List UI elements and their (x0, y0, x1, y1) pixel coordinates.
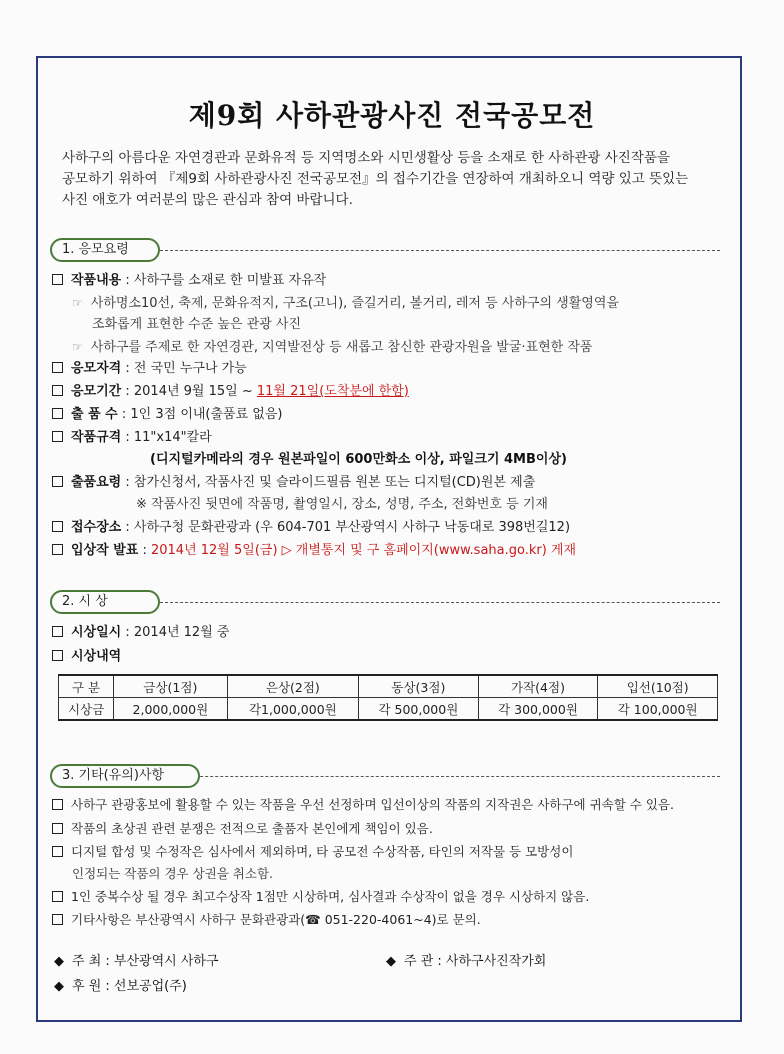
organizer-line: ◆ 주 관 : 사하구사진작가회 (386, 954, 547, 969)
section-3-divider (160, 776, 720, 777)
section-1-heading: 1. 응모요령 (50, 238, 160, 262)
diamond-icon: ◆ (54, 979, 64, 994)
checkbox-square-icon (52, 385, 63, 396)
section-3-heading: 3. 기타(유의)사항 (50, 764, 200, 788)
award-date-row: 시상일시 : 2014년 12월 중 (52, 624, 229, 642)
intro-line-1: 사하구의 아름다운 자연경관과 문화유적 등 지역명소와 시민생활상 등을 소재로 한 사하관광 사진작품을 (62, 150, 670, 166)
award-date-label: 시상일시 (71, 625, 122, 640)
period-row: 응모기간 : 2014년 9월 15일 ~ 11월 21일(도착분에 한함) (52, 383, 409, 401)
size-note: (디지털카메라의 경우 원본파일이 600만화소 이상, 파일크기 4MB이상) (150, 452, 567, 467)
submission-value: 참가신청서, 작품사진 및 슬라이드필름 원본 또는 디지털(CD)원본 제출 (133, 475, 536, 490)
intro-line-3: 사진 애호가 여러분의 많은 관심과 참여 바랍니다. (62, 192, 353, 208)
subject-detail-1 (72, 294, 619, 313)
checkbox-square-icon (52, 476, 63, 487)
checkbox-square-icon (52, 650, 63, 661)
table-cell: 각1,000,000원 (227, 698, 358, 721)
qualification-row: 응모자격 : 전 국민 누구나 가능 (52, 360, 247, 378)
intro-paragraph (62, 148, 732, 211)
diamond-icon: ◆ (54, 954, 64, 969)
place-label: 접수장소 (71, 520, 122, 535)
period-end: 11월 21일(도착분에 한함) (256, 384, 409, 399)
count-label: 출 품 수 (71, 407, 118, 422)
qualification-value: 전 국민 누구나 가능 (133, 361, 247, 376)
period-label: 응모기간 (71, 384, 122, 399)
table-cell: 각 300,000원 (478, 698, 598, 721)
checkbox-square-icon (52, 914, 63, 925)
place-row: 접수장소 : 사하구청 문화관광과 (우 604-701 부산광역시 사하구 낙동대로 398번길12) (52, 519, 570, 537)
subject-detail-2-text: 사하구를 주제로 한 자연경관, 지역발전상 등 새롭고 참신한 관광자원을 발굴·표현한 작품 (90, 340, 593, 355)
note-item (52, 911, 481, 929)
section-1-divider (160, 250, 720, 251)
subject-label: 작품내용 (71, 273, 122, 288)
checkbox-square-icon (52, 799, 63, 810)
table-header-cell: 입선(10점) (598, 675, 718, 698)
size-label: 작품규격 (71, 430, 122, 445)
award-detail-row (52, 648, 121, 666)
checkbox-square-icon (52, 823, 63, 834)
note-item (52, 820, 433, 838)
diamond-icon: ◆ (386, 954, 396, 969)
submission-label: 출품요령 (71, 475, 122, 490)
section-2-heading: 2. 시 상 (50, 590, 160, 614)
subject-detail-2 (72, 338, 592, 357)
submission-row: 출품요령 : 참가신청서, 작품사진 및 슬라이드필름 원본 또는 디지털(CD)원본 제출 (52, 474, 535, 492)
checkbox-square-icon (52, 626, 63, 637)
size-value: 11"x14"칼라 (133, 430, 212, 445)
sponsor-label: 후 원 (72, 979, 102, 994)
table-row (59, 675, 718, 698)
table-cell: 각 100,000원 (598, 698, 718, 721)
subject-detail-1-cont: 조화롭게 표현한 수준 높은 관광 사진 (92, 317, 302, 332)
sponsor-value: 선보공업(주) (113, 979, 187, 994)
note-text: 1인 중복수상 될 경우 최고수상작 1점만 시상하며, 심사결과 수상작이 없을 경우 시상하지 않음. (71, 889, 590, 904)
checkbox-square-icon (52, 891, 63, 902)
pointing-hand-icon: ☞ (72, 340, 83, 354)
place-value: 사하구청 문화관광과 (우 604-701 부산광역시 사하구 낙동대로 398번길12) (133, 520, 571, 535)
organizer-label: 주 관 (404, 954, 434, 969)
host-label: 주 최 (72, 954, 102, 969)
qualification-label: 응모자격 (71, 361, 122, 376)
announce-value: 2014년 12월 5일(금) ▷ 개별통지 및 구 홈페이지(www.saha.go.kr) 게재 (150, 543, 577, 558)
section-2-divider (160, 602, 720, 603)
note-text: 디지털 합성 및 수정작은 심사에서 제외하며, 타 공모전 수상작품, 타인의 저작물 등 모방성이 (71, 844, 574, 859)
table-header-cell: 가작(4점) (478, 675, 598, 698)
count-value: 1인 3점 이내(출품료 없음) (130, 407, 283, 422)
note-text: 작품의 초상권 관련 분쟁은 전적으로 출품자 본인에게 책임이 있음. (71, 821, 433, 836)
table-header-cell: 구 분 (59, 675, 114, 698)
checkbox-square-icon (52, 362, 63, 373)
subject-detail-1-text: 사하명소10선, 축제, 문화유적지, 구조(고니), 즐길거리, 볼거리, 레저 등 사하구의 생활영역을 (90, 296, 619, 311)
checkbox-square-icon (52, 274, 63, 285)
table-cell: 2,000,000원 (114, 698, 228, 721)
table-header-cell: 동상(3점) (359, 675, 479, 698)
organizer-value: 사하구사진작가회 (445, 954, 547, 969)
announce-row: 입상작 발표 : 2014년 12월 5일(금) ▷ 개별통지 및 구 홈페이지(www.saha.go.kr) 게재 (52, 542, 576, 560)
note-item (52, 796, 674, 814)
announce-label: 입상작 발표 (71, 543, 139, 558)
checkbox-square-icon (52, 846, 63, 857)
checkbox-square-icon (52, 544, 63, 555)
pointing-hand-icon: ☞ (72, 296, 83, 310)
intro-line-2: 공모하기 위하여 『제9회 사하관광사진 전국공모전』의 접수기간을 연장하여 개최하오니 역량 있고 뜻있는 (62, 171, 689, 187)
table-row (59, 698, 718, 721)
note-item (52, 843, 573, 861)
page-title: 제9회 사하관광사진 전국공모전 (188, 99, 596, 132)
checkbox-square-icon (52, 431, 63, 442)
award-date-value: 2014년 12월 중 (133, 625, 230, 640)
table-cell: 시상금 (59, 698, 114, 721)
checkbox-square-icon (52, 521, 63, 532)
submission-note: ※ 작품사진 뒷면에 작품명, 촬영일시, 장소, 성명, 주소, 전화번호 등 기재 (136, 497, 548, 512)
note-text: 사하구 관광홍보에 활용할 수 있는 작품을 우선 선정하며 입선이상의 작품의 지작권은 사하구에 귀속할 수 있음. (71, 797, 674, 812)
table-cell: 각 500,000원 (359, 698, 479, 721)
host-value: 부산광역시 사하구 (113, 954, 219, 969)
size-row: 작품규격 : 11"x14"칼라 (52, 429, 212, 447)
prize-table (58, 674, 718, 721)
count-row: 출 품 수 : 1인 3점 이내(출품료 없음) (52, 406, 283, 424)
host-line: ◆ 주 최 : 부산광역시 사하구 (54, 954, 219, 969)
sponsor-line: ◆ 후 원 : 선보공업(주) (54, 979, 187, 994)
note-text-cont: 인정되는 작품의 경우 상권을 취소함. (72, 866, 273, 881)
checkbox-square-icon (52, 408, 63, 419)
award-detail-label: 시상내역 (71, 649, 122, 664)
subject-row: 작품내용 : 사하구를 소재로 한 미발표 자유작 (52, 272, 326, 290)
period-start: 2014년 9월 15일 ~ (133, 384, 257, 399)
note-item (52, 888, 589, 906)
table-header-cell: 금상(1점) (114, 675, 228, 698)
table-header-cell: 은상(2점) (227, 675, 358, 698)
subject-value: 사하구를 소재로 한 미발표 자유작 (133, 273, 327, 288)
note-text: 기타사항은 부산광역시 사하구 문화관광과(☎ 051-220-4061~4)로 문의. (71, 912, 481, 927)
